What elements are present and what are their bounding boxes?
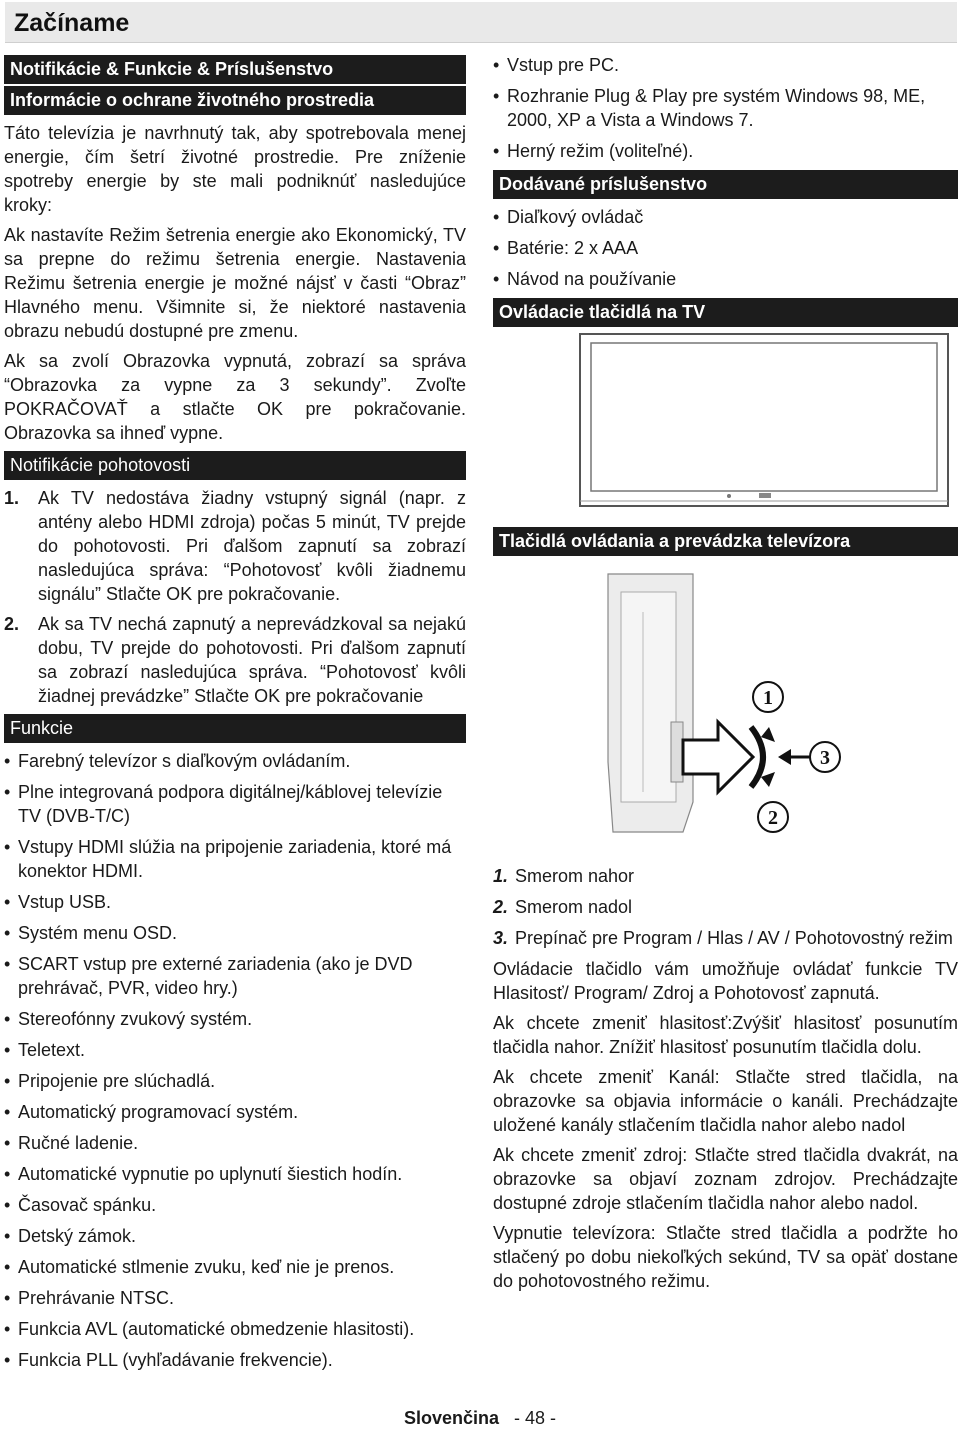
legend-number: 3.: [493, 928, 509, 948]
accessory-item: • Batérie: 2 x AAA: [493, 236, 958, 260]
feature-item: • SCART vstup pre externé zariadenia (ako je DVD prehrávač, PVR, video hry.): [4, 952, 466, 1000]
section-bar-notifications: Notifikácie & Funkcie & Príslušenstvo: [4, 55, 466, 84]
standby-item-number: 2.: [4, 614, 20, 634]
feature-item: • Časovač spánku.: [4, 1193, 466, 1217]
feature-item: • Detský zámok.: [4, 1224, 466, 1248]
standby-item: [4, 612, 466, 708]
feature-item: • Teletext.: [4, 1038, 466, 1062]
tv-led-icon: [727, 494, 731, 498]
section-bar-standby: Notifikácie pohotovosti: [4, 451, 466, 480]
feature-item: • Herný režim (voliteľné).: [493, 139, 958, 163]
section-bar-features: Funkcie: [4, 714, 466, 743]
operation-paragraph: Vypnutie televízora: Stlačte stred tlačidla a podržte ho stlačený po dobu niekoľkých sekúnd, TV sa opäť dostane do pohotovostného režimu.: [493, 1223, 958, 1291]
tv-front-illustration: [579, 333, 949, 513]
feature-item: • Systém menu OSD.: [4, 921, 466, 945]
operation-paragraph: Ak chcete zmeniť hlasitosť:Zvýšiť hlasitosť posunutím tlačidla nahor. Znížiť hlasitosť posunutím tlačidla dolu.: [493, 1013, 958, 1057]
operation-paragraph: Ak chcete zmeniť zdroj: Stlačte stred tlačidla dvakrát, na obrazovke sa objaví zoznam zdrojov. Prechádzajte dostupné zdroje stlačením tlačidla nahor alebo nadol.: [493, 1145, 958, 1213]
feature-item: • Vstupy HDMI slúžia na pripojenie zariadenia, ktoré má konektor HDMI.: [4, 835, 466, 883]
feature-item: • Automatický programovací systém.: [4, 1100, 466, 1124]
control-button-icon: [671, 722, 683, 782]
page-title: Začíname: [14, 9, 130, 37]
env-paragraph-2: Ak nastavíte Režim šetrenia energie ako Ekonomický, TV sa prepne do režimu šetrenia energie. Nastavenia Režimu šetrenia energie je možné nájsť v časti “Obraz” Hlavného menu. Všimnite si, že niektoré nastavenia obrazu nebudú dostupné pre zmenu.: [4, 225, 466, 341]
env-paragraph-3: Ak sa zvolí Obrazovka vypnutá, zobrazí sa správa “Obrazovka za vypne za 3 sekundy”. Zvoľte POKRAČOVAŤ a stlačte OK pre pokračovanie. Obrazovka sa ihneď vypne.: [4, 351, 466, 443]
section-bar-tv-buttons: Ovládacie tlačidlá na TV: [493, 298, 958, 327]
accessory-item: • Návod na používanie: [493, 267, 958, 291]
feature-item: • Funkcia PLL (vyhľadávanie frekvencie).: [4, 1348, 466, 1372]
page-title-bar: [5, 2, 957, 43]
feature-item: • Prehrávanie NTSC.: [4, 1286, 466, 1310]
feature-item: • Plne integrovaná podpora digitálnej/káblovej televízie TV (DVB-T/C): [4, 780, 466, 828]
standby-item-text: Ak TV nedostáva žiadny vstupný signál (napr. z antény alebo HDMI zdroja) počas 5 minút, TV prejde do pohotovosti. Pri ďalšom zapnutí sa zobrazí nasledujúca správa: “Pohotovosť kvôli žiadnemu signálu” Stlačte OK pre pokračovanie.: [38, 488, 466, 604]
feature-item: • Pripojenie pre slúchadlá.: [4, 1069, 466, 1093]
standby-item: [4, 486, 466, 606]
feature-item: • Funkcia AVL (automatické obmedzenie hlasitosti).: [4, 1317, 466, 1341]
legend-number: 1.: [493, 866, 509, 886]
standby-item-number: 1.: [4, 488, 20, 508]
section-bar-accessories: Dodávané príslušenstvo: [493, 170, 958, 199]
page-footer: [0, 1408, 960, 1429]
features-continued-list: [493, 53, 958, 163]
fig-number-3: 3: [820, 747, 830, 769]
feature-item: • Rozhranie Plug & Play pre systém Windows 98, ME, 2000, XP a Vista a Windows 7.: [493, 84, 958, 132]
feature-item: • Ručné ladenie.: [4, 1131, 466, 1155]
fig-number-2: 2: [768, 807, 778, 829]
tv-side-buttons-illustration: [493, 562, 958, 852]
feature-item: • Automatické stlmenie zvuku, keď nie je prenos.: [4, 1255, 466, 1279]
operation-paragraph: Ovládacie tlačidlo vám umožňuje ovládať funkcie TV Hlasitosť/ Program/ Zdroj a Pohotovosť zapnutá.: [493, 959, 958, 1003]
section-bar-operation: Tlačidlá ovládania a prevádzka televízora: [493, 527, 958, 556]
standby-item-text: Ak sa TV nechá zapnutý a neprevádzkoval sa nejakú dobu, TV prejde do pohotovosti. Pri ďalšom zapnutí sa zobrazí nasledujúca správa. “Pohotovosť kvôli žiadnej prevádzke” Stlačte OK pre pokračovanie: [38, 614, 466, 706]
features-list: [4, 749, 466, 1372]
feature-item: • Stereofónny zvukový systém.: [4, 1007, 466, 1031]
env-paragraph-1: Táto televízia je navrhnutý tak, aby spotrebovala menej energie, čím šetrí životné prostredie. Pre zníženie spotreby energie by ste mali podniknúť nasledujúce kroky:: [4, 123, 466, 215]
legend-text: Smerom nahor: [515, 866, 635, 886]
footer-page-number: - 48 -: [514, 1408, 557, 1428]
operation-paragraph: Ak chcete zmeniť Kanál: Stlačte stred tlačidla, na obrazovke sa objavia informácie o kanáli. Prechádzajte uložené kanály stlačením tlačidla nahor alebo nadol: [493, 1067, 958, 1135]
arrow-left-icon: [778, 749, 791, 765]
accessories-list: [493, 205, 958, 291]
legend-number: 2.: [493, 897, 509, 917]
footer-language: Slovenčina: [403, 1408, 499, 1428]
feature-item: • Vstup USB.: [4, 890, 466, 914]
left-column: [4, 53, 466, 1379]
fig-number-1: 1: [763, 687, 773, 709]
section-bar-environment: Informácie o ochrane životného prostredia: [4, 86, 466, 115]
right-column: [493, 53, 958, 1299]
tv-screen: [591, 343, 937, 491]
legend-item: [493, 926, 958, 950]
legend-text: Prepínač pre Program / Hlas / AV / Pohotovostný režim: [515, 928, 953, 948]
legend-item: [493, 895, 958, 919]
feature-item: • Automatické vypnutie po uplynutí šiestich hodín.: [4, 1162, 466, 1186]
feature-item: • Farebný televízor s diaľkovým ovládaním.: [4, 749, 466, 773]
accessory-item: • Diaľkový ovládač: [493, 205, 958, 229]
legend-item: [493, 864, 958, 888]
legend-text: Smerom nadol: [515, 897, 633, 917]
feature-item: • Vstup pre PC.: [493, 53, 958, 77]
